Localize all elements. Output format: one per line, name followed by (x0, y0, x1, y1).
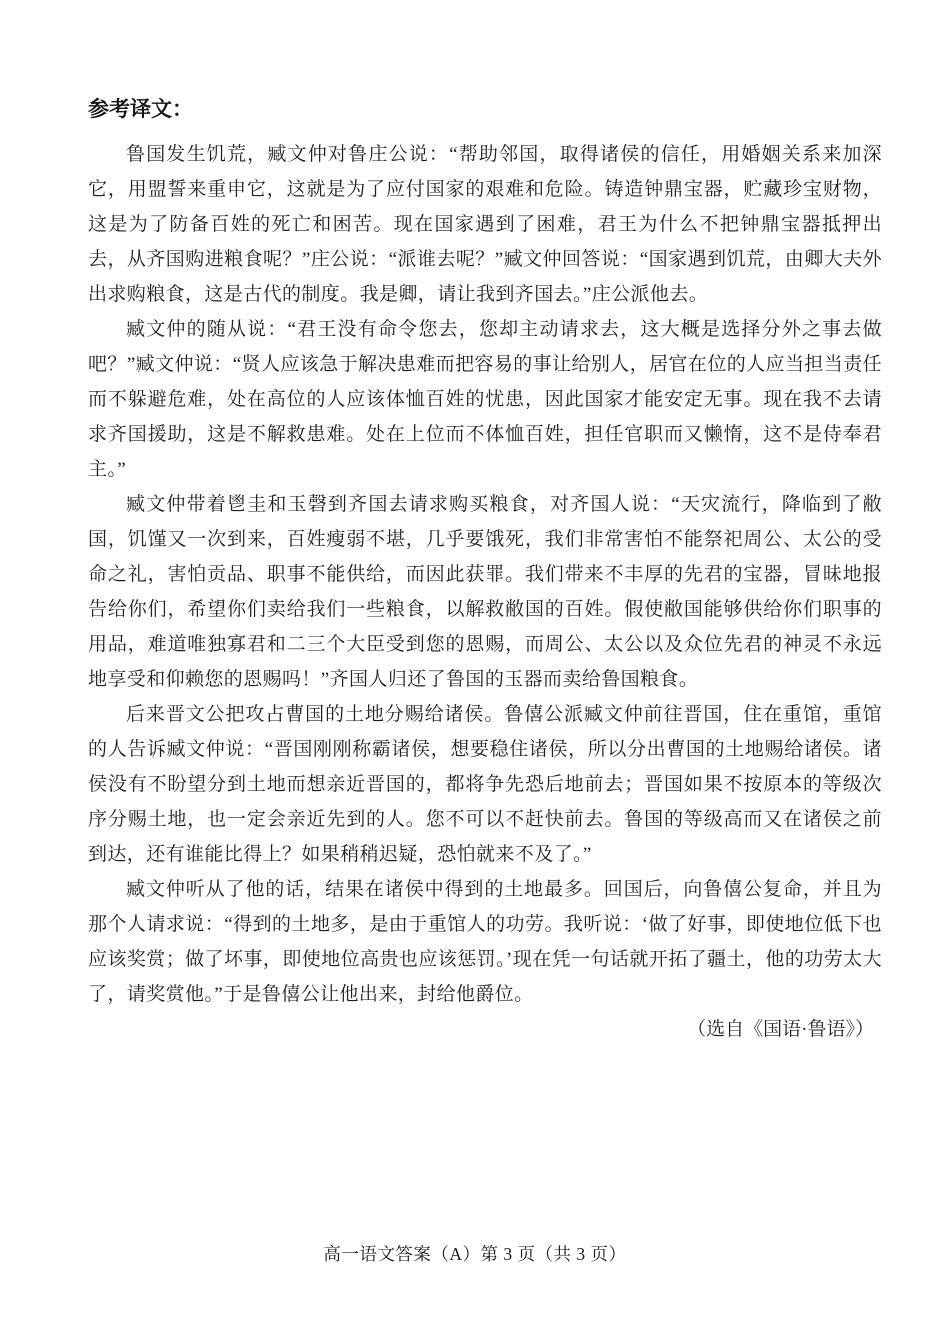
translation-paragraph-2: 臧文仲的随从说：“君王没有命令您去，您却主动请求去，这大概是选择分外之事去做吧？”臧文仲说：“贤人应该急于解决患难而把容易的事让给别人，居官在位的人应当担当责任而不躲避危难，处在高位的人应该体恤百姓的忧患，因此国家才能安定无事。现在我不去请求齐国援助，这是不解救患难。处在上位而不体恤百姓，担任官职而又懒惰，这不是侍奉君主。” (88, 319, 882, 480)
reference-translation-heading: 参考译文： (88, 97, 193, 121)
translation-paragraph-3: 臧文仲带着鬯圭和玉磬到齐国去请求购买粮食，对齐国人说：“天灾流行，降临到了敝国，饥馑又一次到来，百姓瘦弱不堪，几乎要饿死，我们非常害怕不能祭祀周公、太公的受命之礼，害怕贡品、职事不能供给，而因此获罪。我们带来不丰厚的先君的宝器，冒昧地报告给你们，希望你们卖给我们一些粮食，以解救敝国的百姓。假使敝国能够供给你们职事的用品，难道唯独寡君和二三个大臣受到您的恩赐，而周公、太公以及众位先君的神灵不永远地享受和仰赖您的恩赐吗！”齐国人归还了鲁国的玉器而卖给鲁国粮食。 (88, 494, 882, 690)
translation-paragraph-5: 臧文仲听从了他的话，结果在诸侯中得到的土地最多。回国后，向鲁僖公复命，并且为那个人请求说：“得到的土地多，是由于重馆人的功劳。我听说：‘做了好事，即使地位低下也应该奖赏；做了坏事，即使地位高贵也应该惩罚。’现在凭一句话就开拓了疆土，他的功劳太大了，请奖赏他。”于是鲁僖公让他出来，封给他爵位。 (88, 879, 882, 1005)
translation-paragraph-4: 后来晋文公把攻占曹国的土地分赐给诸侯。鲁僖公派臧文仲前往晋国，住在重馆，重馆的人告诉臧文仲说：“晋国刚刚称霸诸侯，想要稳住诸侯，所以分出曹国的土地赐给诸侯。诸侯没有不盼望分到土地而想亲近晋国的，都将争先恐后地前去；晋国如果不按原本的等级次序分赐土地，也一定会亲近先到的人。您不可以不赶快前去。鲁国的等级高而又在诸侯之前到达，还有谁能比得上？如果稍稍迟疑，恐怕就来不及了。” (88, 704, 882, 865)
page-footer: 高一语文答案（A）第 3 页（共 3 页） (323, 1244, 627, 1264)
source-attribution: （选自《国语·鲁语》） (687, 1019, 874, 1040)
reference-translation-section (88, 92, 882, 1047)
translation-paragraph-1: 鲁国发生饥荒，臧文仲对鲁庄公说：“帮助邻国，取得诸侯的信任，用婚姻关系来加深它，用盟誓来重申它，这就是为了应付国家的艰难和危险。铸造钟鼎宝器，贮藏珍宝财物，这是为了防备百姓的死亡和困苦。现在国家遇到了困难，君王为什么不把钟鼎宝器抵押出去，从齐国购进粮食呢？”庄公说：“派谁去呢？”臧文仲回答说：“国家遇到饥荒，由卿大夫外出求购粮食，这是古代的制度。我是卿，请让我到齐国去。”庄公派他去。 (88, 144, 882, 305)
